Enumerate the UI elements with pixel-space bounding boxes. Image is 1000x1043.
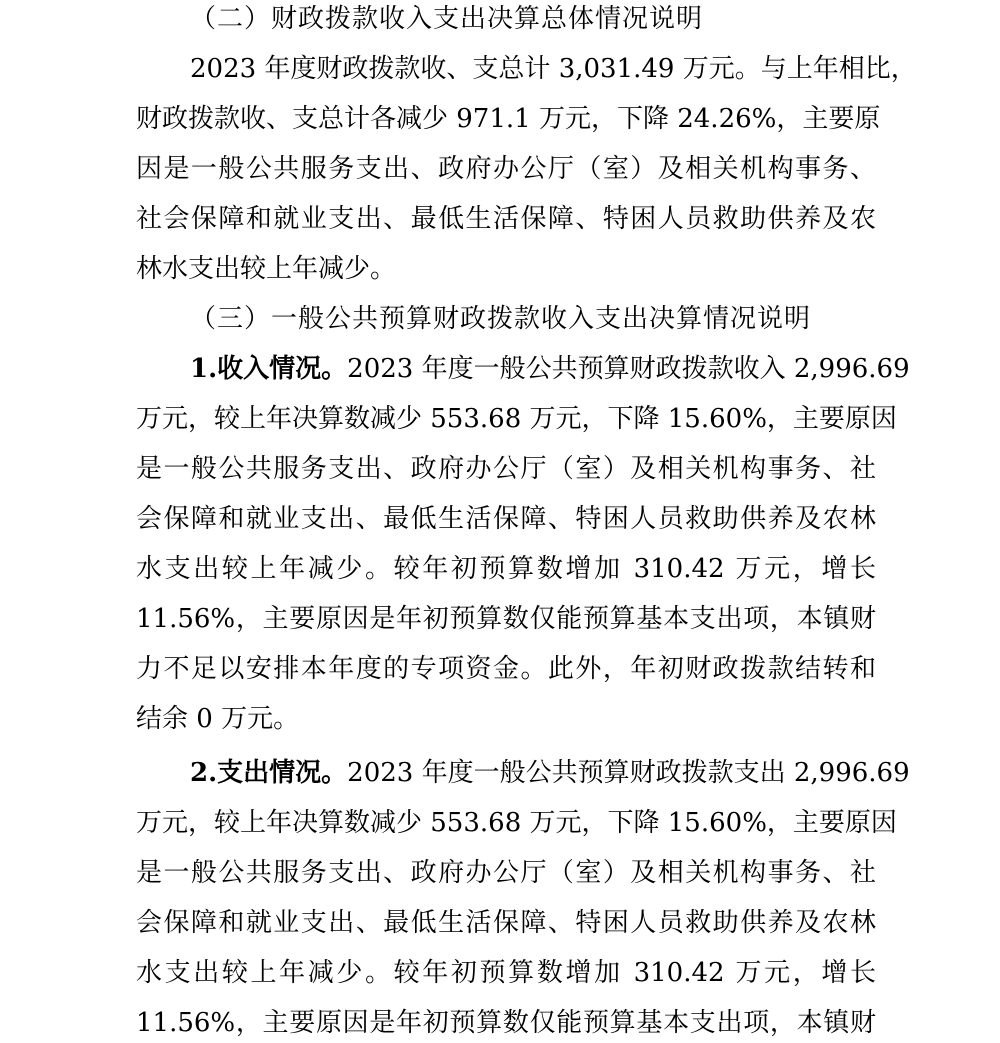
paragraph-line: 力不足以安排本年度的专项资金。此外，年初财政拨款结转和 <box>136 654 876 684</box>
paragraph-line: 万元，较上年决算数减少 553.68 万元，下降 15.60%，主要原因 <box>136 808 897 838</box>
paragraph-line: 是一般公共服务支出、政府办公厅（室）及相关机构事务、社 <box>136 454 876 484</box>
paragraph-line: 是一般公共服务支出、政府办公厅（室）及相关机构事务、社 <box>136 858 876 888</box>
expenditure-label: 2.支出情况。 <box>190 758 348 788</box>
paragraph-line: 林水支出较上年减少。 <box>136 254 397 284</box>
paragraph-line: 结余 0 万元。 <box>136 704 300 734</box>
income-first-line-text: 2023 年度一般公共预算财政拨款收入 2,996.69 <box>347 354 910 384</box>
paragraph-line: 因是一般公共服务支出、政府办公厅（室）及相关机构事务、 <box>136 154 876 184</box>
section-heading-3: （三）一般公共预算财政拨款收入支出决算情况说明 <box>190 304 812 334</box>
paragraph-line: 财政拨款收、支总计各减少 971.1 万元，下降 24.26%，主要原 <box>136 104 881 134</box>
paragraph-line: 2023 年度财政拨款收、支总计 3,031.49 万元。与上年相比， <box>190 54 917 84</box>
income-label: 1.收入情况。 <box>190 354 348 384</box>
paragraph-line: 社会保障和就业支出、最低生活保障、特困人员救助供养及农 <box>136 204 876 234</box>
paragraph-line: 万元，较上年决算数减少 553.68 万元，下降 15.60%，主要原因 <box>136 404 897 434</box>
section-heading-2: （二）财政拨款收入支出决算总体情况说明 <box>190 4 704 34</box>
expenditure-first-line <box>190 757 910 789</box>
income-first-line <box>190 353 910 385</box>
paragraph-line: 水支出较上年减少。较年初预算数增加 310.42 万元，增长 <box>136 554 876 584</box>
expenditure-first-line-text: 2023 年度一般公共预算财政拨款支出 2,996.69 <box>347 758 910 788</box>
paragraph-line: 水支出较上年减少。较年初预算数增加 310.42 万元，增长 <box>136 958 876 988</box>
paragraph-line: 11.56%，主要原因是年初预算数仅能预算基本支出项，本镇财 <box>136 1008 876 1038</box>
paragraph-line: 11.56%，主要原因是年初预算数仅能预算基本支出项，本镇财 <box>136 604 876 634</box>
paragraph-line: 会保障和就业支出、最低生活保障、特困人员救助供养及农林 <box>136 504 876 534</box>
paragraph-line: 会保障和就业支出、最低生活保障、特困人员救助供养及农林 <box>136 908 876 938</box>
